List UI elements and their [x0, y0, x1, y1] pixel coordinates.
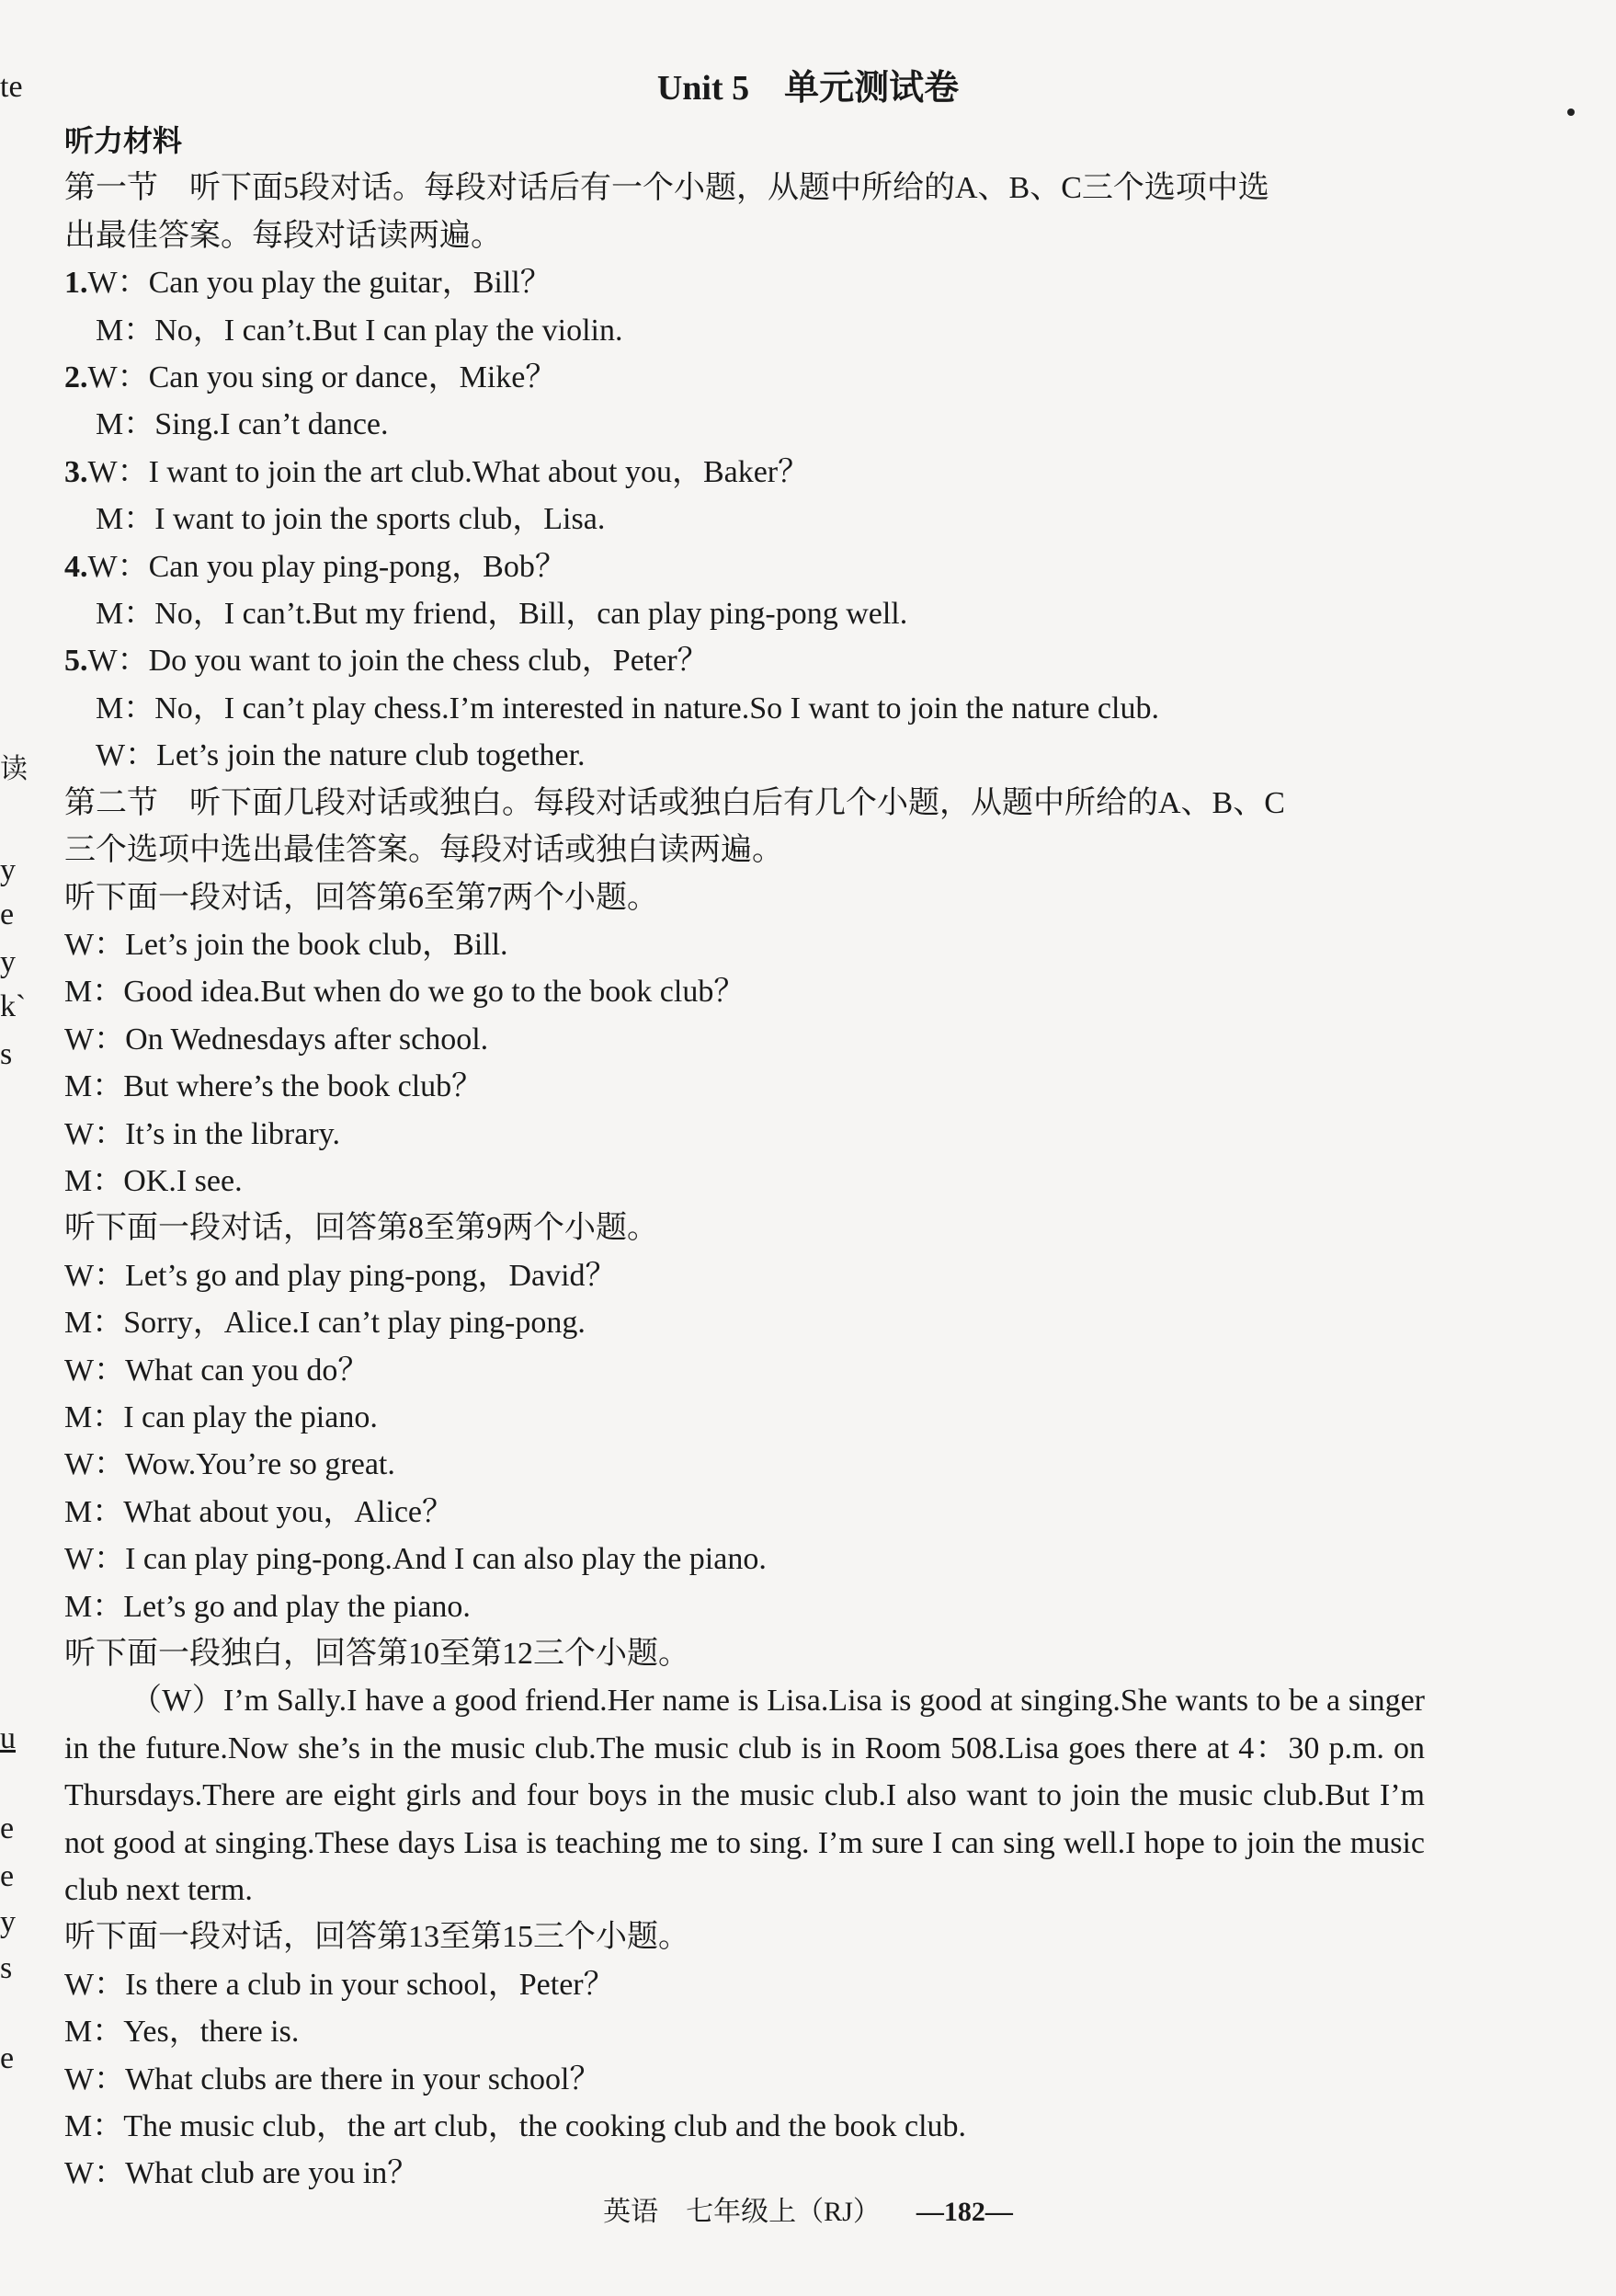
margin-fragment: y: [0, 945, 16, 979]
dialog-line: M：But where’s the book club？: [64, 1069, 484, 1104]
part2-intro: 第二节 听下面几段对话或独白。每段对话或独白后有几个小题，从题中所给的A、B、C: [64, 785, 1285, 820]
margin-fragment: 读: [0, 753, 28, 785]
dialog-2: [64, 354, 1425, 449]
margin-fragment: u: [0, 1721, 16, 1755]
margin-fragment: te: [0, 70, 23, 104]
part1-intro: 出最佳答案。每段对话读两遍。: [64, 218, 502, 253]
dialog-line: M：Good idea.But when do we go to the book club？: [64, 975, 745, 1010]
dialog-line: W：Can you sing or dance，Mike？: [87, 360, 557, 395]
speck: [1567, 109, 1575, 116]
dialog-line: M：Sing.I can’t dance.: [96, 407, 389, 442]
section-heading: 听力材料: [64, 123, 183, 158]
dialog-4: [64, 543, 1425, 638]
dialog-line: W：What clubs are there in your school？: [64, 2062, 601, 2096]
dialog-line: M：What about you，Alice？: [64, 1494, 454, 1529]
listening-transcript: [64, 118, 1425, 2198]
dialog-line: W：It’s in the library.: [64, 1116, 340, 1151]
monologue: （W）I’m Sally.I have a good friend.Her name is Lisa.Lisa is good at singing.She wants to be a singer in the future.Now she’s in the music club.The music club is in Room 508.Lisa goes there at 4：30 p.m. on Thursdays.There are eight girls and four boys in the music club.I also want to join the music club.But I’m not good at singing.These days Lisa is teaching me to sing. I’m sure I can sing well.I hope to join the music club next term.: [64, 1684, 1425, 1908]
dialog-line: M：No，I can’t play chess.I’m interested in nature.So I want to join the nature club.: [96, 691, 1159, 725]
dialog-line: W：Is there a club in your school，Peter？: [64, 1967, 615, 2002]
dialog-line: W：Let’s join the nature club together.: [96, 738, 586, 773]
margin-fragment: k`: [0, 989, 27, 1023]
dialog-5: [64, 637, 1425, 779]
dialog-line: M：I can play the piano.: [64, 1399, 378, 1434]
margin-fragment: y: [0, 1905, 16, 1939]
dialog-line: W：Can you play ping-pong，Bob？: [87, 549, 566, 584]
margin-fragment: s: [0, 1037, 13, 1071]
part1-intro: 第一节 听下面5段对话。每段对话后有一个小题，从题中所给的A、B、C三个选项中选: [64, 171, 1269, 206]
dialog-line: M：The music club，the art club，the cooking club and the book club.: [64, 2109, 967, 2144]
question-number: 4.: [64, 549, 88, 584]
margin-fragment: s: [0, 1951, 13, 1985]
section-intro: 听下面一段对话，回答第13至第15三个小题。: [64, 1920, 689, 1955]
page-title: Unit 5 单元测试卷: [656, 69, 960, 108]
dialog-line: W：Do you want to join the chess club，Peter？: [87, 644, 709, 679]
page-number: —182—: [916, 2197, 1013, 2227]
dialog-line: M：Yes，there is.: [64, 2015, 300, 2050]
dialog-line: W：Let’s join the book club，Bill.: [64, 927, 508, 962]
dialog-line: M：No，I can’t.But I can play the violin.: [96, 313, 623, 348]
margin-fragment: y: [0, 853, 16, 887]
question-number: 1.: [64, 266, 88, 301]
dialog-line: M：Sorry，Alice.I can’t play ping-pong.: [64, 1306, 586, 1341]
dialog-line: W：On Wednesdays after school.: [64, 1022, 489, 1057]
dialog-line: M：OK.I see.: [64, 1163, 243, 1198]
dialog-line: W：Can you play the guitar，Bill？: [87, 266, 552, 301]
margin-fragment: e: [0, 1811, 15, 1845]
section-intro: 听下面一段对话，回答第6至第7两个小题。: [64, 880, 658, 915]
adjacent-page-margin: [0, 0, 28, 2296]
dialog-line: M：No，I can’t.But my friend，Bill，can play ping-pong well.: [96, 597, 908, 632]
dialog-line: W：What club are you in？: [64, 2156, 419, 2191]
question-number: 5.: [64, 644, 88, 679]
dialog-line: W：Wow.You’re so great.: [64, 1447, 395, 1482]
dialog-3: [64, 449, 1425, 543]
section-intro: 听下面一段对话，回答第8至第9两个小题。: [64, 1211, 658, 1246]
dialog-line: M：I want to join the sports club，Lisa.: [96, 502, 606, 537]
dialog-line: W：I can play ping-pong.And I can also play the piano.: [64, 1542, 767, 1577]
part2-intro: 三个选项中选出最佳答案。每段对话或独白读两遍。: [64, 833, 783, 868]
page-footer: [0, 2196, 1616, 2229]
dialog-line: W：What can you do？: [64, 1353, 370, 1388]
dialog-line: W：Let’s go and play ping-pong，David？: [64, 1258, 617, 1293]
margin-fragment: e: [0, 2041, 15, 2075]
margin-fragment: e: [0, 1859, 15, 1893]
margin-fragment: e: [0, 897, 15, 931]
section-intro: 听下面一段独白，回答第10至第12三个小题。: [64, 1637, 689, 1671]
footer-subject: 英语 七年级上（RJ）: [603, 2197, 881, 2227]
question-number: 3.: [64, 454, 88, 489]
dialog-line: M：Let’s go and play the piano.: [64, 1589, 471, 1624]
dialog-line: W：I want to join the art club.What about you，Baker？: [87, 454, 810, 489]
question-number: 2.: [64, 360, 88, 395]
dialog-1: [64, 259, 1425, 354]
